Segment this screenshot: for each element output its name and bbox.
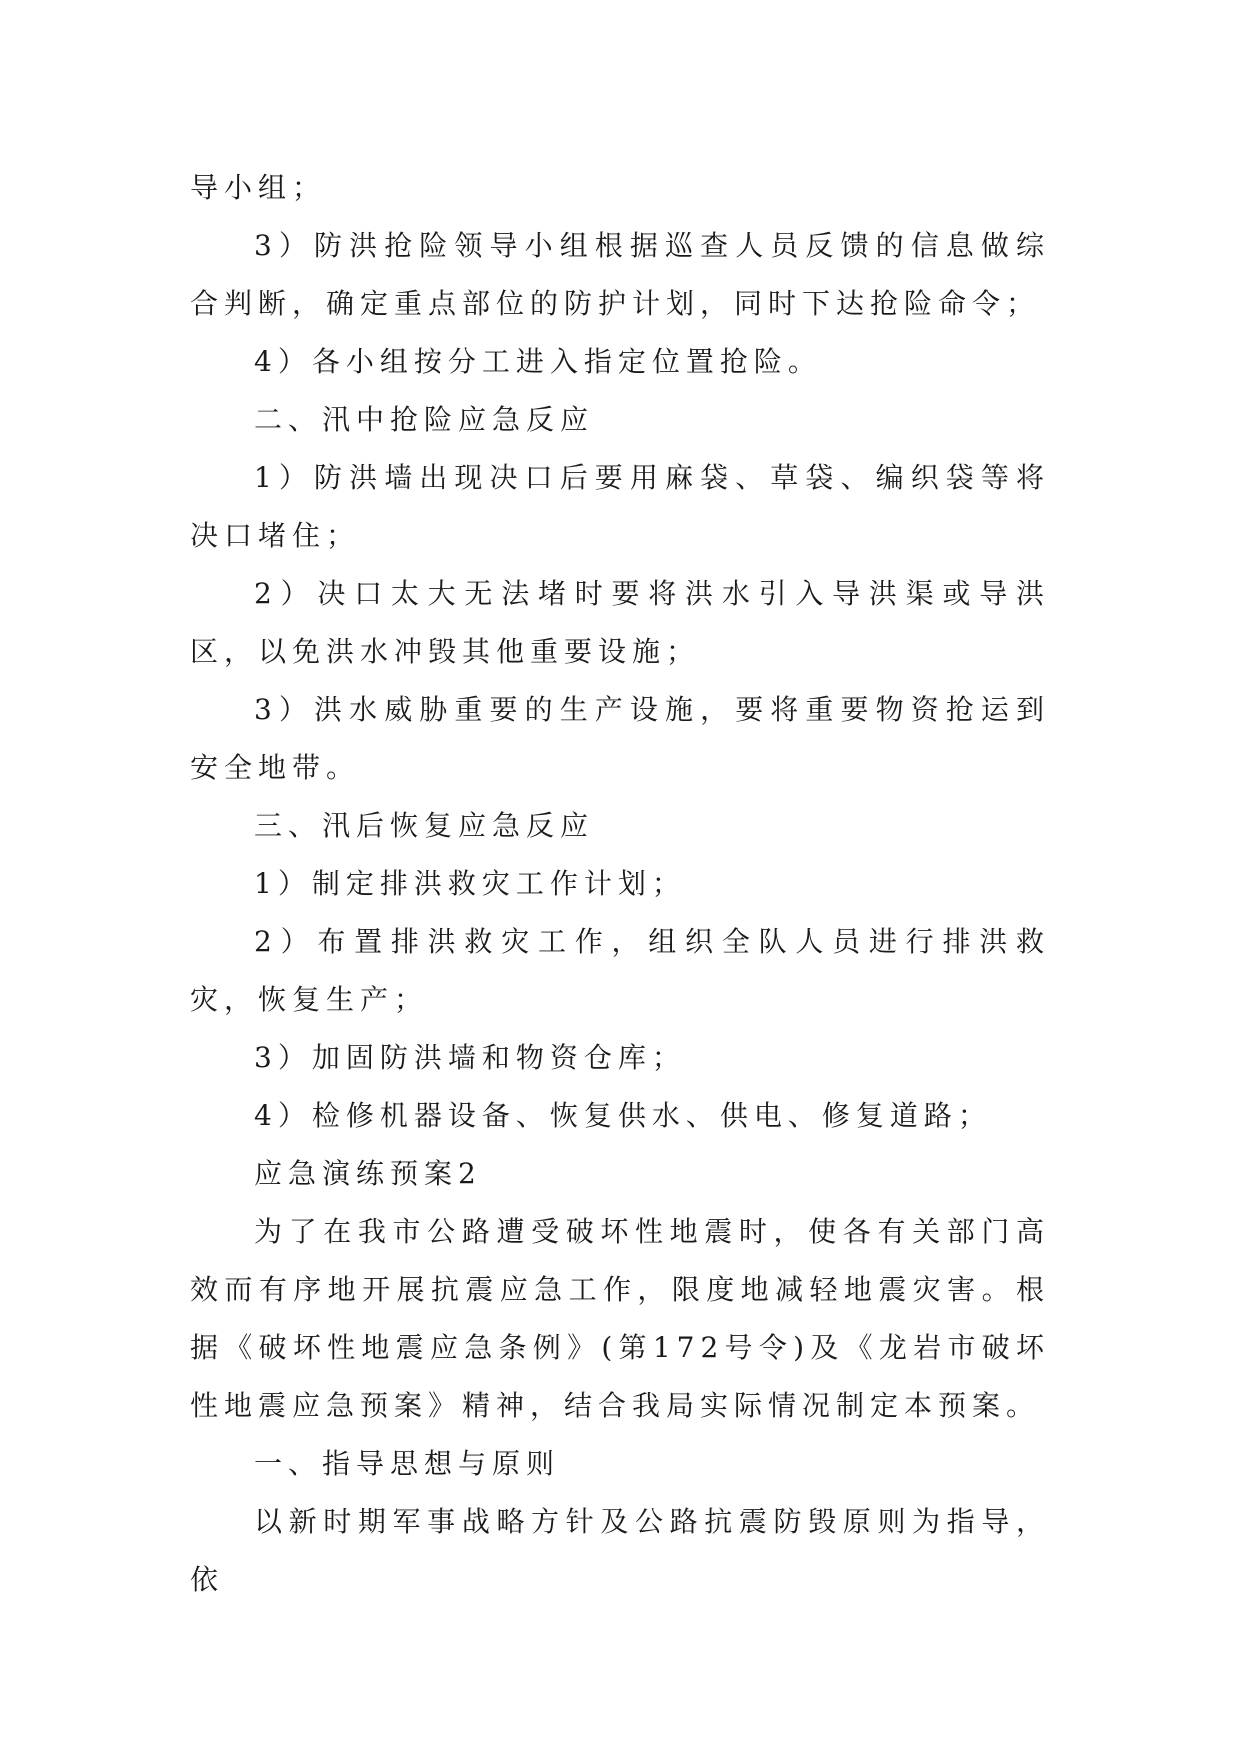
paragraph: 以新时期军事战略方针及公路抗震防毁原则为指导，依 xyxy=(190,1505,1050,1596)
document-heading: 应急演练预案2 xyxy=(254,1157,482,1190)
paragraph: 4）各小组按分工进入指定位置抢险。 xyxy=(254,345,822,378)
paragraph: 2）决口太大无法堵时要将洪水引入导洪渠或导洪区，以免洪水冲毁其他重要设施； xyxy=(190,577,1050,668)
paragraph: 为了在我市公路遭受破坏性地震时，使各有关部门高效而有序地开展抗震应急工作，限度地减轻地震灾害。根据《破坏性地震应急条例》(第172号令)及《龙岩市破坏性地震应急预案》精神，结合我局实际情况制定本预案。 xyxy=(190,1215,1050,1422)
paragraph: 导小组； xyxy=(190,171,327,204)
section-heading: 一、指导思想与原则 xyxy=(254,1447,561,1480)
paragraph: 1）制定排洪救灾工作计划； xyxy=(254,867,686,900)
paragraph: 3）防洪抢险领导小组根据巡查人员反馈的信息做综合判断，确定重点部位的防护计划，同时下达抢险命令； xyxy=(190,229,1050,320)
paragraph: 4）检修机器设备、恢复供水、供电、修复道路； xyxy=(254,1099,992,1132)
document-body xyxy=(190,159,1050,1609)
section-heading: 二、汛中抢险应急反应 xyxy=(254,403,595,436)
paragraph: 3）洪水威胁重要的生产设施，要将重要物资抢运到安全地带。 xyxy=(190,693,1050,784)
paragraph: 1）防洪墙出现决口后要用麻袋、草袋、编织袋等将决口堵住； xyxy=(190,461,1050,552)
paragraph: 3）加固防洪墙和物资仓库； xyxy=(254,1041,686,1074)
paragraph: 2）布置排洪救灾工作，组织全队人员进行排洪救灾，恢复生产； xyxy=(190,925,1050,1016)
section-heading: 三、汛后恢复应急反应 xyxy=(254,809,595,842)
